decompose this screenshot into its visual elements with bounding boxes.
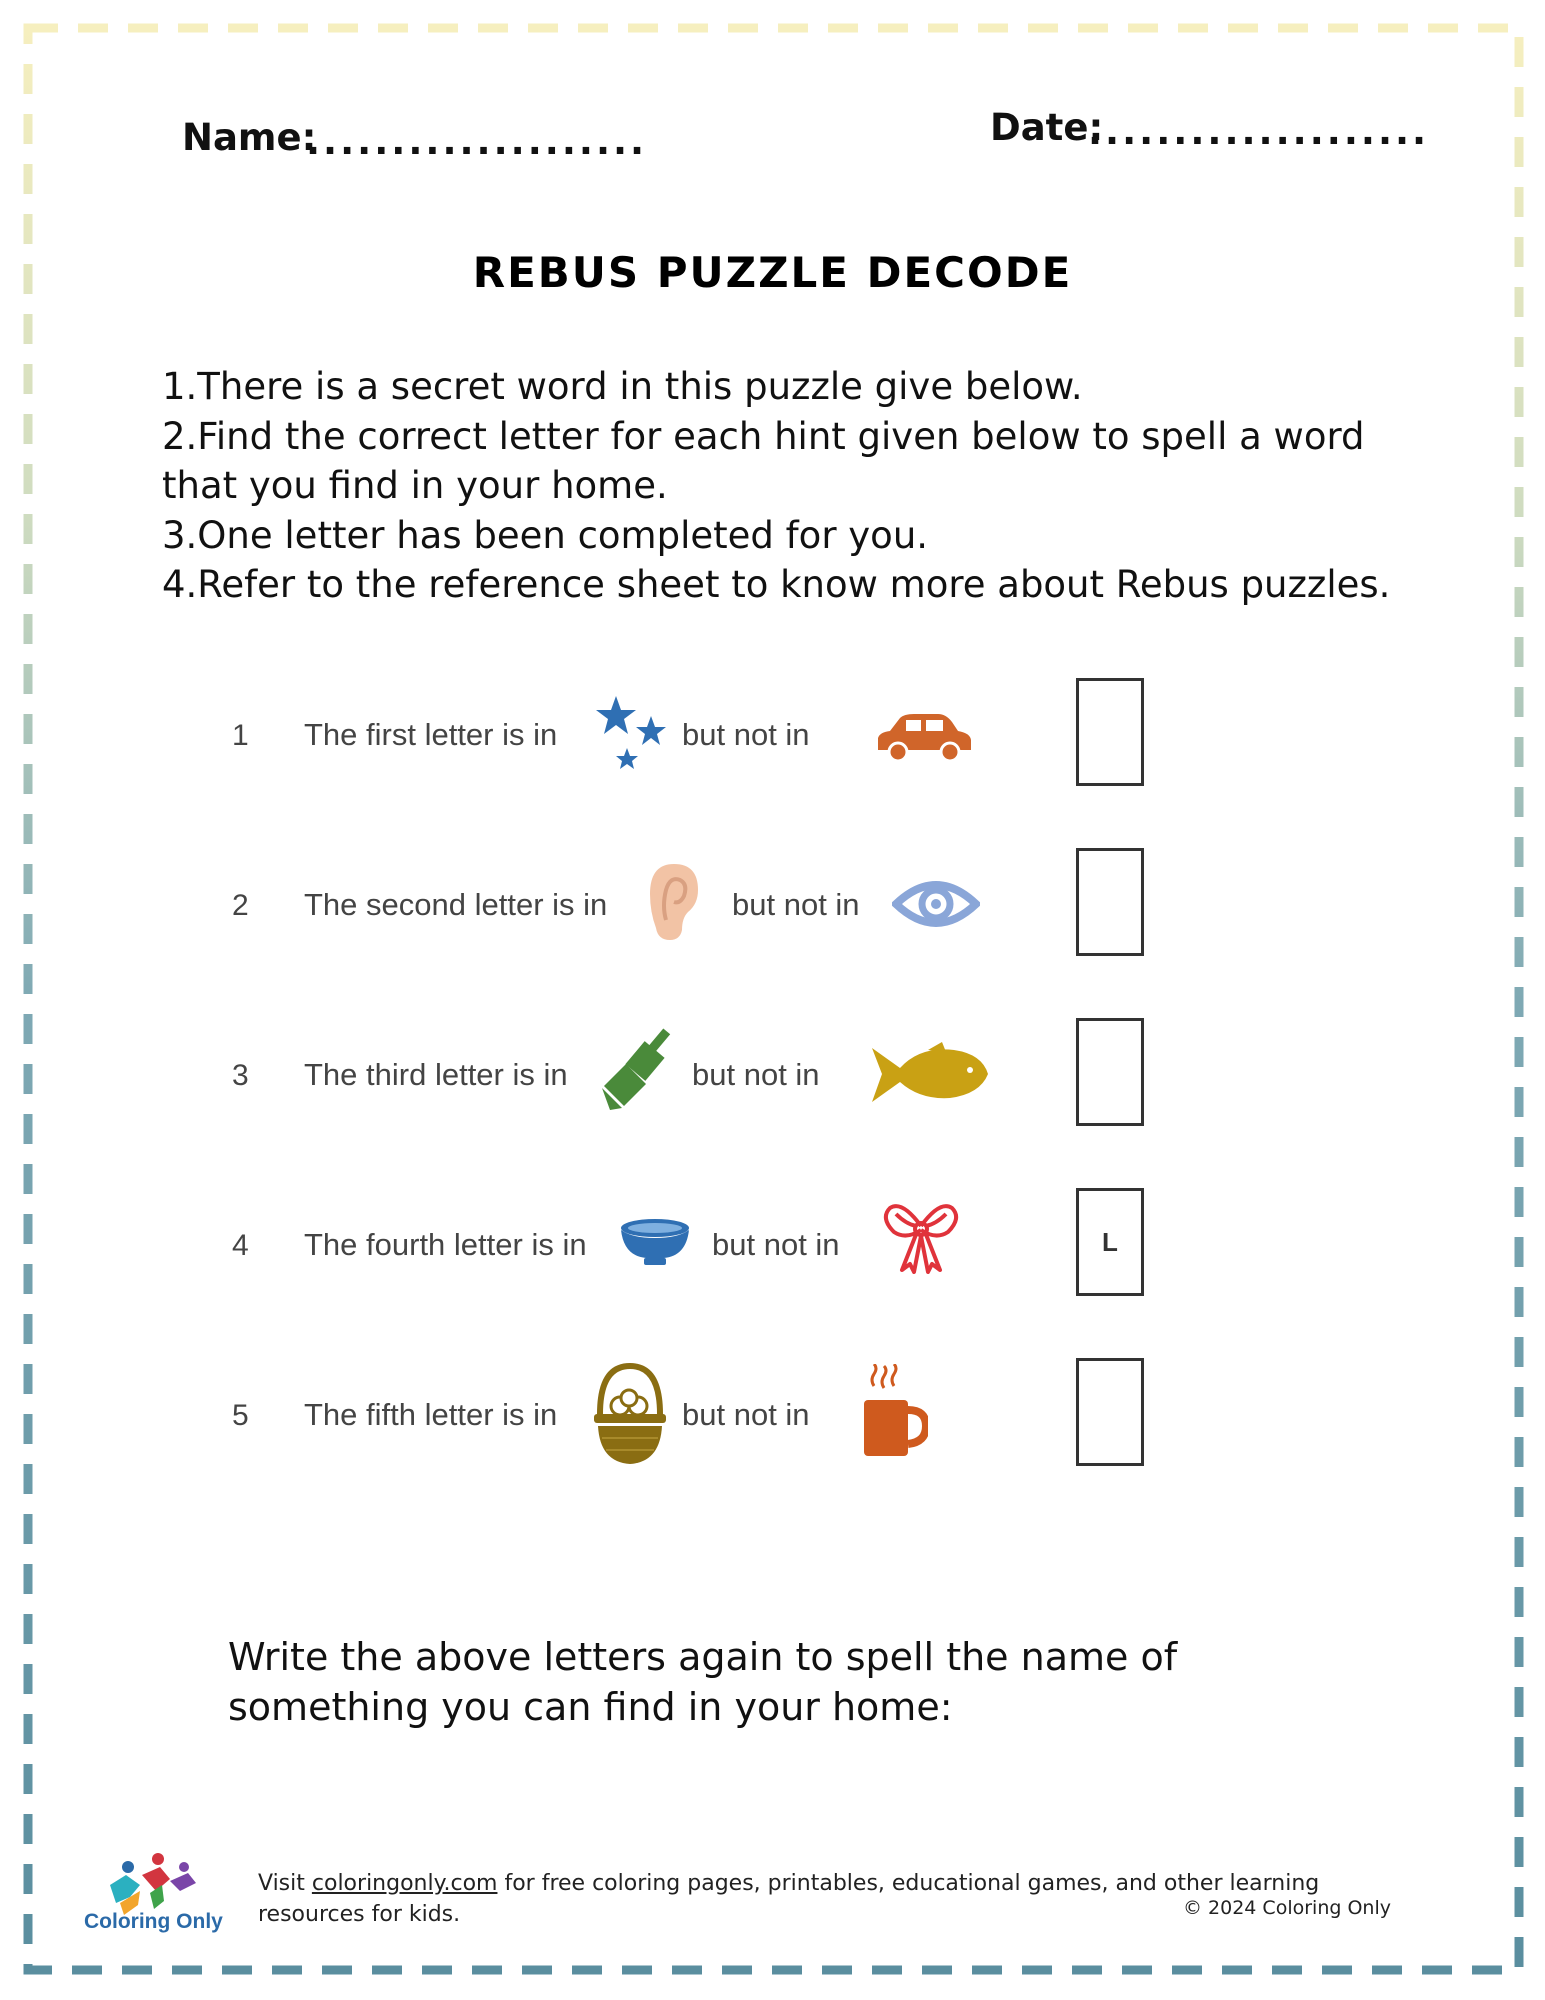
mug-icon — [860, 1364, 928, 1460]
instruction-1: 1.There is a secret word in this puzzle give below. — [162, 365, 1083, 408]
clue-but-text: but not in — [682, 1397, 810, 1432]
bowl-icon — [618, 1216, 692, 1268]
copyright: © 2024 Coloring Only — [1183, 1897, 1391, 1919]
car-icon — [874, 710, 974, 766]
clue-text: The second letter is in — [304, 887, 608, 922]
instruction-2: 2.Find the correct letter for each hint given below to spell a word that you find in your home. — [162, 414, 1365, 507]
clue-number: 4 — [232, 1229, 249, 1262]
brush-icon — [598, 1026, 678, 1112]
clue-row-2 — [0, 842, 1545, 972]
footer-rest: for free coloring pages, printables, educational games, and other learning resources for kids. — [258, 1871, 1320, 1927]
site-link[interactable]: coloringonly.com — [311, 1871, 498, 1896]
clue-number: 3 — [232, 1059, 249, 1092]
stars-icon — [592, 694, 672, 778]
logo-text: Coloring Only — [84, 1910, 223, 1933]
basket-icon — [592, 1360, 668, 1468]
clue-text: The first letter is in — [304, 717, 558, 752]
clue-number: 1 — [232, 719, 249, 752]
answer-box[interactable] — [1076, 678, 1144, 786]
clue-but-text: but not in — [712, 1227, 840, 1262]
clue-text: The fifth letter is in — [304, 1397, 558, 1432]
instruction-4: 4.Refer to the reference sheet to know more about Rebus puzzles. — [162, 563, 1391, 606]
bow-icon — [882, 1198, 960, 1274]
name-label: Name: — [182, 116, 317, 159]
instruction-3: 3.One letter has been completed for you. — [162, 513, 929, 557]
clue-text: The fourth letter is in — [304, 1227, 587, 1262]
fish-icon — [870, 1042, 990, 1106]
footer-visit: Visit — [258, 1871, 305, 1896]
answer-box[interactable] — [1076, 848, 1144, 956]
clue-row-3 — [0, 1012, 1545, 1142]
ear-icon — [644, 860, 704, 944]
final-prompt: Write the above letters again to spell the name of something you can find in your home: — [228, 1635, 1178, 1729]
answer-box[interactable] — [1076, 1358, 1144, 1466]
answer-box[interactable] — [1076, 1018, 1144, 1126]
clue-row-1 — [0, 672, 1545, 802]
date-label: Date: — [990, 106, 1104, 149]
eye-icon — [892, 876, 980, 932]
worksheet-title: REBUS PUZZLE DECODE — [472, 248, 1073, 297]
clue-number: 5 — [232, 1399, 249, 1432]
clue-but-text: but not in — [692, 1057, 820, 1092]
date-field-blank[interactable]: .................... — [1088, 110, 1430, 153]
clue-row-4 — [0, 1182, 1545, 1312]
answer-box[interactable]: L — [1076, 1188, 1144, 1296]
clue-text: The third letter is in — [304, 1057, 568, 1092]
clue-number: 2 — [232, 889, 249, 922]
clue-but-text: but not in — [682, 717, 810, 752]
instructions-list — [162, 362, 1402, 610]
name-field-blank[interactable]: .................... — [306, 120, 648, 163]
clue-but-text: but not in — [732, 887, 860, 922]
clue-row-5 — [0, 1352, 1545, 1482]
